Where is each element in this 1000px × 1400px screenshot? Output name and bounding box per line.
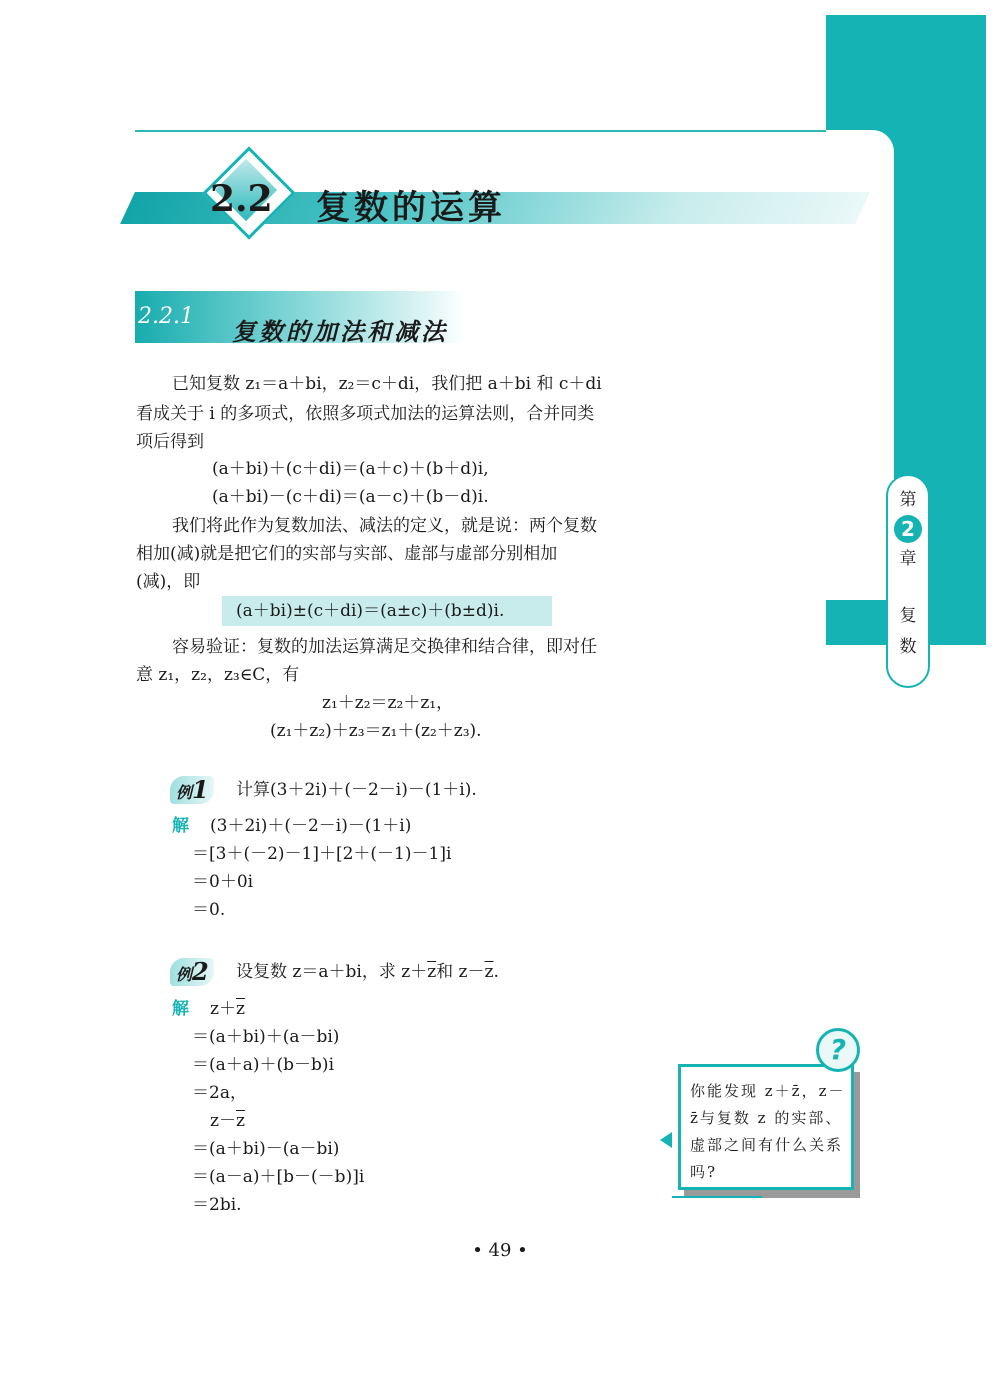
subsection-title: 复数的加法和减法 bbox=[232, 317, 448, 346]
formula-addition: (a＋bi)＋(c＋di)＝(a＋c)＋(b＋d)i, bbox=[212, 459, 489, 479]
formula-definition: (a＋bi)±(c＋di)＝(a±c)＋(b±d)i. bbox=[236, 601, 505, 621]
example-2-heading-diff bbox=[210, 1107, 245, 1135]
example-1-badge bbox=[170, 776, 214, 804]
example-2-prompt-c: 和 z－ bbox=[436, 962, 485, 982]
chapter-tab-di: 第 bbox=[899, 490, 917, 510]
example-2-heading-sum-zbar: $\overline{z}$ bbox=[235, 999, 245, 1019]
example-2-badge-number: 2 bbox=[192, 957, 209, 986]
subsection-number: 2.2.1 bbox=[138, 304, 194, 329]
chapter-tab-shu: 数 bbox=[899, 637, 917, 657]
example-2-prompt-e: . bbox=[493, 962, 499, 982]
paragraph-3-line-2: 意 z₁，z₂，z₃∈C，有 bbox=[136, 665, 300, 685]
formula-associative: (z₁＋z₂)＋z₃＝z₁＋(z₂＋z₃). bbox=[270, 721, 482, 741]
formula-subtraction: (a＋bi)－(c＋di)＝(a－c)＋(b－d)i. bbox=[212, 487, 489, 507]
example-2-badge bbox=[170, 958, 214, 986]
example-1-badge-char: 例 bbox=[176, 783, 193, 802]
example-2-heading-diff-a: z－ bbox=[210, 1111, 236, 1131]
example-2-line: ＝(a＋bi)＋(a－bi) bbox=[192, 1027, 340, 1047]
formula-commutative: z₁＋z₂＝z₂＋z₁， bbox=[322, 693, 454, 713]
example-2-prompt bbox=[236, 958, 499, 986]
example-2-prompt-zbar-1: $\overline{z}$ bbox=[427, 962, 437, 982]
header-rule bbox=[135, 130, 827, 132]
example-2-line: ＝(a＋a)＋(b－b)i bbox=[192, 1055, 335, 1075]
example-2-line: ＝2bi. bbox=[192, 1195, 242, 1215]
example-1-line: ＝0＋0i bbox=[192, 872, 254, 892]
side-note-text: 你能发现 z＋z̄，z－z̄与复数 z 的实部、虚部之间有什么关系吗? bbox=[690, 1082, 846, 1181]
chapter-tab-number: 2 bbox=[894, 515, 922, 543]
paragraph-3-line-1: 容易验证：复数的加法运算满足交换律和结合律，即对任 bbox=[172, 637, 597, 657]
chapter-tab bbox=[886, 474, 930, 688]
example-1-badge-number: 1 bbox=[192, 775, 209, 804]
paragraph-1-line-2: 看成关于 i 的多项式，依照多项式加法的运算法则，合并同类 bbox=[136, 404, 595, 424]
example-1-line: ＝[3＋(－2)－1]＋[2＋(－1)－1]i bbox=[192, 844, 452, 864]
page-number: • 49 • bbox=[472, 1240, 528, 1261]
example-2-line: ＝(a－a)＋[b－(－b)]i bbox=[192, 1167, 365, 1187]
paragraph-2-line-3: (减)，即 bbox=[136, 572, 201, 592]
example-2-prompt-zbar-2: $\overline{z}$ bbox=[484, 962, 494, 982]
example-2-prompt-a: 设复数 z＝a＋bi，求 z＋ bbox=[236, 962, 428, 982]
example-1-solution-label: 解 bbox=[172, 816, 189, 836]
example-2-heading-sum-a: z＋ bbox=[210, 999, 236, 1019]
paragraph-1-line-3: 项后得到 bbox=[136, 432, 204, 452]
example-2-heading-sum bbox=[210, 995, 245, 1023]
example-2-badge-char: 例 bbox=[176, 965, 193, 984]
paragraph-1-line-1: 已知复数 z₁＝a＋bi，z₂＝c＋di，我们把 a＋bi 和 c＋di bbox=[172, 374, 602, 394]
example-1-line: ＝0. bbox=[192, 900, 226, 920]
question-head-icon: ? bbox=[816, 1028, 860, 1072]
example-2-line: ＝2a， bbox=[192, 1083, 247, 1103]
paragraph-2-line-2: 相加(减)就是把它们的实部与实部、虚部与虚部分别相加 bbox=[136, 544, 558, 564]
example-2-solution-label: 解 bbox=[172, 999, 189, 1019]
chapter-tab-zhang: 章 bbox=[899, 549, 917, 569]
example-2-heading-diff-zbar: $\overline{z}$ bbox=[235, 1111, 245, 1131]
example-1-prompt: 计算(3＋2i)＋(－2－i)－(1＋i). bbox=[236, 780, 477, 800]
section-number: 2.2 bbox=[210, 178, 273, 220]
section-title: 复数的运算 bbox=[316, 188, 506, 228]
side-note-underline bbox=[672, 1196, 762, 1198]
chapter-tab-fu: 复 bbox=[899, 606, 917, 626]
example-2-line: ＝(a＋bi)－(a－bi) bbox=[192, 1139, 340, 1159]
side-note-arrow-icon bbox=[660, 1132, 672, 1148]
paragraph-2-line-1: 我们将此作为复数加法、减法的定义，就是说：两个复数 bbox=[172, 516, 597, 536]
example-1-line: (3＋2i)＋(－2－i)－(1＋i) bbox=[210, 816, 412, 836]
